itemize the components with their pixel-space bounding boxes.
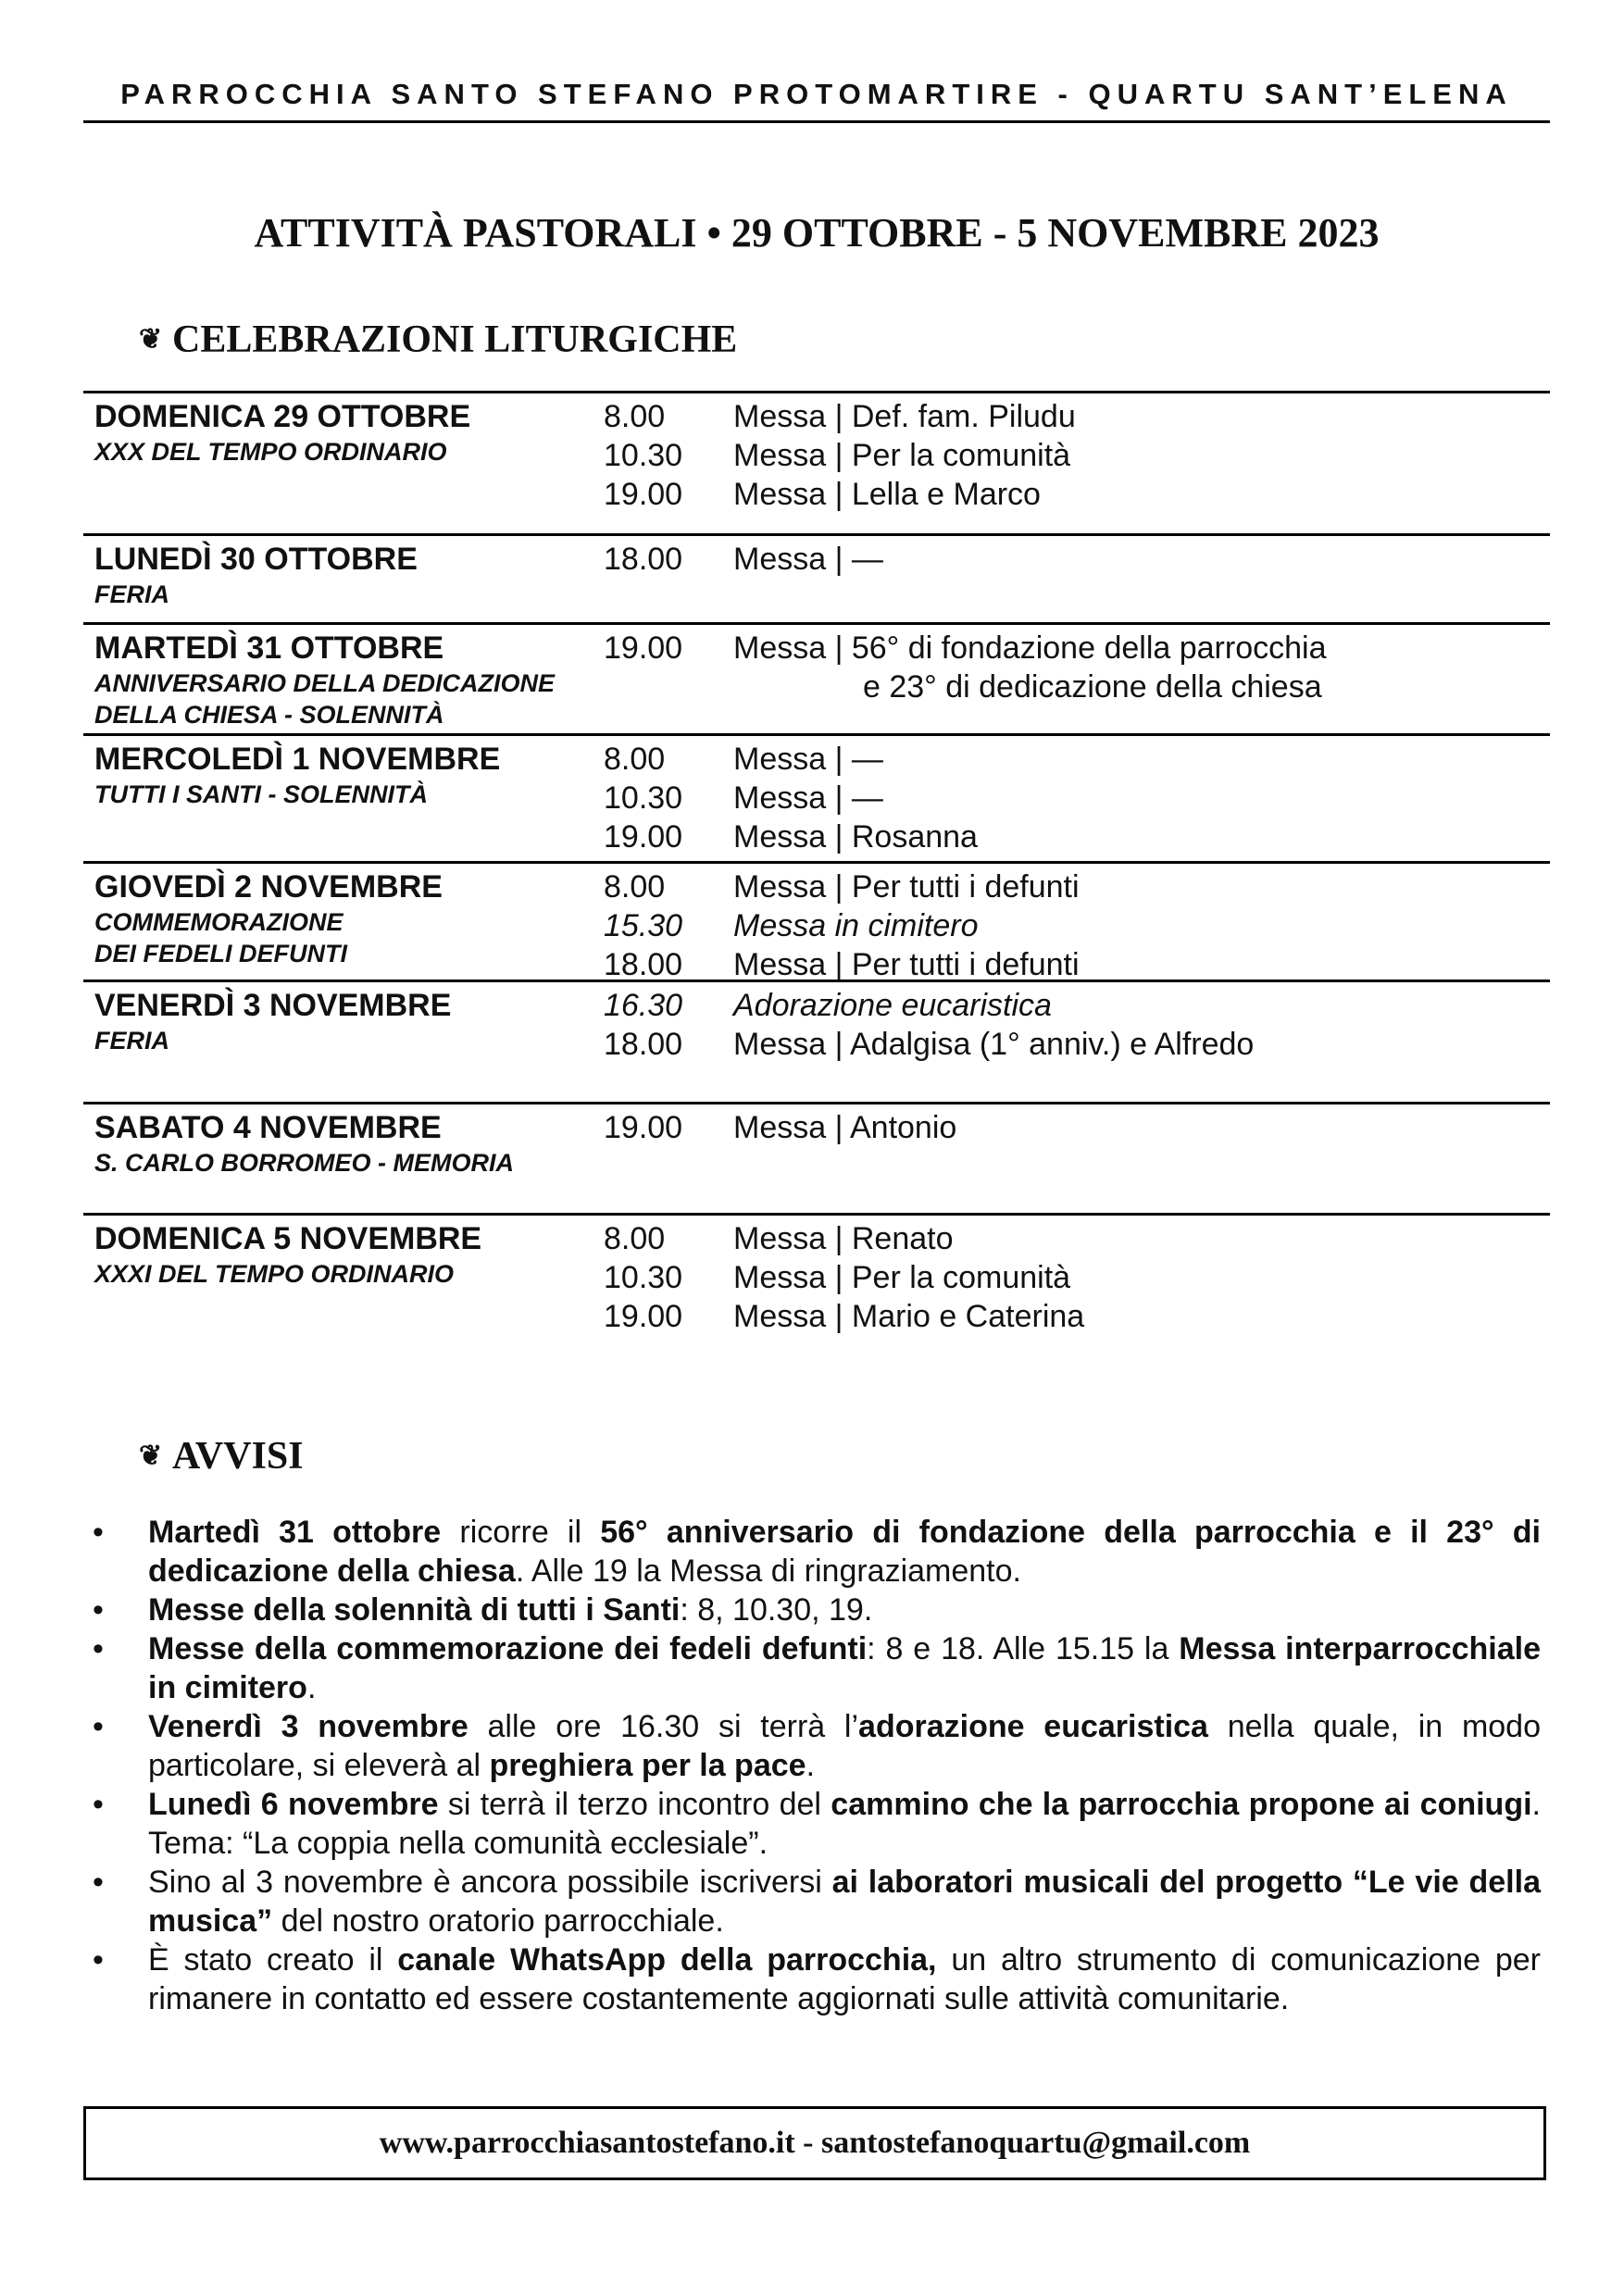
notice-text: si terrà il terzo incontro del xyxy=(438,1787,831,1822)
notice-text: ricorre il xyxy=(441,1515,601,1550)
celebration-entry xyxy=(604,945,1530,984)
celebration-list xyxy=(604,1219,1530,1336)
notice-text: del nostro oratorio parrocchiale. xyxy=(272,1903,724,1939)
notice-text: . Alle 19 la Messa di ringraziamento. xyxy=(515,1554,1021,1589)
celebration-description: Messa | — xyxy=(733,742,883,777)
header-divider xyxy=(83,120,1550,123)
celebration-entry xyxy=(604,817,1530,856)
celebration-entry xyxy=(604,906,1530,945)
footer-contacts[interactable]: www.parrocchiasantostefano.it - santostefanoquartu@gmail.com xyxy=(83,2106,1546,2180)
schedule-row xyxy=(83,622,1550,736)
celebration-description: Messa | Renato xyxy=(733,1221,954,1256)
celebration-description: Messa | — xyxy=(733,542,883,577)
schedule-row xyxy=(83,861,1550,982)
celebration-description: Messa | Per tutti i defunti xyxy=(733,947,1080,982)
celebration-list xyxy=(604,986,1530,1064)
celebration-time: 18.00 xyxy=(604,1027,683,1062)
bullet-icon: • xyxy=(93,1592,104,1628)
celebration-time: 19.00 xyxy=(604,477,683,512)
celebration-description: Messa | Per la comunità xyxy=(733,1260,1071,1295)
celebration-description: Messa | Def. fam. Piludu xyxy=(733,399,1076,434)
celebration-time: 8.00 xyxy=(604,869,666,905)
celebration-time: 15.30 xyxy=(604,908,683,943)
notice-item xyxy=(93,1940,1541,2018)
liturgical-note: DEI FEDELI DEFUNTI xyxy=(94,940,348,967)
schedule-row xyxy=(83,1213,1550,1353)
schedule-row xyxy=(83,980,1550,1104)
notice-item xyxy=(93,1707,1541,1785)
notice-text: È stato creato il xyxy=(148,1942,398,1978)
notice-emphasis: Martedì 31 ottobre xyxy=(148,1515,442,1550)
day-name: MARTEDÌ 31 OTTOBRE xyxy=(94,630,444,666)
liturgical-note: COMMEMORAZIONE xyxy=(94,908,344,936)
bullet-icon: • xyxy=(93,1942,104,1978)
celebration-time: 8.00 xyxy=(604,1221,666,1256)
celebration-time: 19.00 xyxy=(604,630,683,666)
schedule-row xyxy=(83,733,1550,864)
celebration-list xyxy=(604,629,1530,706)
day-name: MERCOLEDÌ 1 NOVEMBRE xyxy=(94,742,501,777)
celebration-entry xyxy=(604,986,1530,1025)
celebration-description: Messa | Antonio xyxy=(733,1110,957,1145)
celebration-description: Messa | — xyxy=(733,780,883,816)
celebration-description: Messa in cimitero xyxy=(733,908,979,943)
notice-emphasis: Venerdì 3 novembre xyxy=(148,1709,468,1744)
notice-text: . Tema: “La coppia nella comunità ecclesiale”. xyxy=(148,1787,1541,1861)
section-title: CELEBRAZIONI LITURGICHE xyxy=(172,318,738,361)
celebration-entry xyxy=(604,397,1530,436)
celebration-description: Adorazione eucaristica xyxy=(733,988,1052,1023)
day-name: VENERDÌ 3 NOVEMBRE xyxy=(94,988,452,1023)
celebration-description: Messa | Per tutti i defunti xyxy=(733,869,1080,905)
celebration-entry xyxy=(604,740,1530,779)
liturgical-note: XXX DEL TEMPO ORDINARIO xyxy=(94,438,447,466)
notice-emphasis: cammino che la parrocchia propone ai coniugi xyxy=(831,1787,1532,1822)
liturgical-note: S. CARLO BORROMEO - MEMORIA xyxy=(94,1149,514,1177)
celebration-time: 16.30 xyxy=(604,988,683,1023)
notice-text: Sino al 3 novembre è ancora possibile iscriversi xyxy=(148,1865,832,1900)
day-name: GIOVEDÌ 2 NOVEMBRE xyxy=(94,869,443,905)
celebration-entry xyxy=(604,629,1530,668)
page-title: ATTIVITÀ PASTORALI • 29 OTTOBRE - 5 NOVEMBRE 2023 xyxy=(254,210,1380,256)
liturgical-note: FERIA xyxy=(94,580,169,608)
day-name: SABATO 4 NOVEMBRE xyxy=(94,1110,442,1145)
celebration-entry xyxy=(604,867,1530,906)
notices-list xyxy=(93,1513,1541,2018)
celebration-description: Messa | Rosanna xyxy=(733,819,978,855)
liturgical-note: ANNIVERSARIO DELLA DEDICAZIONE xyxy=(94,669,556,697)
celebration-time: 18.00 xyxy=(604,542,683,577)
celebration-entry xyxy=(604,779,1530,817)
celebration-entry xyxy=(604,1108,1530,1147)
liturgical-note: TUTTI I SANTI - SOLENNITÀ xyxy=(94,780,428,808)
celebration-description: e 23° di dedicazione della chiesa xyxy=(863,669,1322,705)
bullet-icon: • xyxy=(93,1787,104,1822)
parish-header: PARROCCHIA SANTO STEFANO PROTOMARTIRE - QUARTU SANT’ELENA xyxy=(120,78,1513,110)
celebration-list xyxy=(604,540,1530,579)
bullet-icon: • xyxy=(93,1709,104,1744)
celebration-list xyxy=(604,1108,1530,1147)
notice-emphasis: adorazione eucaristica xyxy=(858,1709,1208,1744)
notice-text: . xyxy=(806,1748,816,1783)
celebration-time: 19.00 xyxy=(604,1299,683,1334)
schedule-row xyxy=(83,391,1550,536)
day-name: DOMENICA 29 OTTOBRE xyxy=(94,399,471,434)
notice-emphasis: canale WhatsApp della parrocchia, xyxy=(397,1942,937,1978)
bullet-icon: • xyxy=(93,1865,104,1900)
notice-text: : 8, 10.30, 19. xyxy=(680,1592,873,1628)
notice-emphasis: 56° anniversario di fondazione della parrocchia e il 23° di dedicazione della chiesa xyxy=(148,1515,1541,1589)
notice-emphasis: Messe della commemorazione dei fedeli defunti xyxy=(148,1631,868,1666)
notice-text: alle ore 16.30 si terrà l’ xyxy=(468,1709,859,1744)
celebration-description: Messa | Lella e Marco xyxy=(733,477,1041,512)
celebration-time: 19.00 xyxy=(604,1110,683,1145)
celebration-time: 10.30 xyxy=(604,438,683,473)
celebration-entry xyxy=(604,436,1530,475)
day-name: LUNEDÌ 30 OTTOBRE xyxy=(94,542,418,577)
liturgical-note: FERIA xyxy=(94,1027,169,1054)
notice-item xyxy=(93,1785,1541,1863)
celebration-list xyxy=(604,397,1530,514)
celebration-entry xyxy=(604,1025,1530,1064)
celebration-entry xyxy=(604,540,1530,579)
fleuron-icon: ❦ xyxy=(139,324,163,355)
celebration-time: 10.30 xyxy=(604,1260,683,1295)
celebration-entry xyxy=(604,475,1530,514)
celebration-entry xyxy=(604,668,1530,706)
schedule-row xyxy=(83,1102,1550,1216)
celebration-description: Messa | Per la comunità xyxy=(733,438,1071,473)
notice-item xyxy=(93,1513,1541,1591)
celebration-time: 19.00 xyxy=(604,819,683,855)
notice-item xyxy=(93,1629,1541,1707)
notice-emphasis: preghiera per la pace xyxy=(489,1748,806,1783)
celebration-time: 8.00 xyxy=(604,742,666,777)
celebration-description: Messa | Mario e Caterina xyxy=(733,1299,1085,1334)
celebration-time: 10.30 xyxy=(604,780,683,816)
day-name: DOMENICA 5 NOVEMBRE xyxy=(94,1221,482,1256)
fleuron-icon: ❦ xyxy=(139,1441,163,1471)
celebration-description: Messa | Adalgisa (1° anniv.) e Alfredo xyxy=(733,1027,1255,1062)
bullet-icon: • xyxy=(93,1631,104,1666)
section-title: AVVISI xyxy=(172,1435,304,1478)
notice-emphasis: Messe della solennità di tutti i Santi xyxy=(148,1592,681,1628)
celebration-entry xyxy=(604,1219,1530,1258)
notice-text: : 8 e 18. Alle 15.15 la xyxy=(867,1631,1180,1666)
celebration-list xyxy=(604,740,1530,856)
notice-text: un altro strumento di comunicazione per rimanere in contatto ed essere costantemente aggiornati sulle attività comunitarie. xyxy=(148,1942,1541,2016)
notice-item xyxy=(93,1863,1541,1940)
celebration-entry xyxy=(604,1297,1530,1336)
schedule-row xyxy=(83,533,1550,625)
liturgical-note: XXXI DEL TEMPO ORDINARIO xyxy=(94,1260,455,1288)
notice-item xyxy=(93,1591,1541,1629)
bullet-icon: • xyxy=(93,1515,104,1550)
celebration-time: 18.00 xyxy=(604,947,683,982)
celebration-entry xyxy=(604,1258,1530,1297)
notice-text: . xyxy=(306,1670,317,1705)
celebration-time: 8.00 xyxy=(604,399,666,434)
liturgical-note: DELLA CHIESA - SOLENNITÀ xyxy=(94,701,444,729)
notice-emphasis: ai laboratori musicali del progetto “Le vie della musica” xyxy=(148,1865,1541,1939)
celebration-list xyxy=(604,867,1530,984)
notice-emphasis: Messa interparrocchiale in cimitero xyxy=(148,1631,1541,1705)
notice-emphasis: Lunedì 6 novembre xyxy=(148,1787,439,1822)
notice-text: nella quale, in modo particolare, si eleverà al xyxy=(148,1709,1541,1783)
celebration-description: Messa | 56° di fondazione della parrocchia xyxy=(733,630,1327,666)
